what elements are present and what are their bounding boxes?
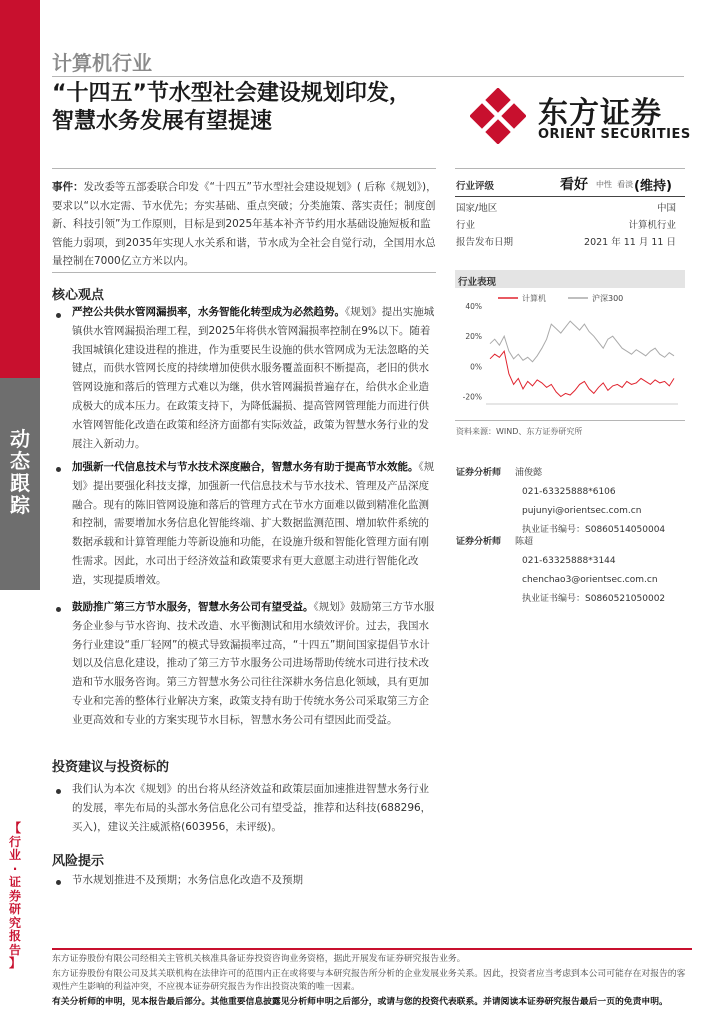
core-point-2-text: 《规划》提出要强化科技支撑，加强新一代信息技术与节水技术、管理及产品深度融合。现有的陈旧管网设施和落后的管理方式在节水方面难以做到精准化监测和控制，需要增加水务信息化智能终端、扩大数据监测范围、增加软件系统的数据承载和计算管理能力等新设施和功能，在设施升级和智能化管理方面有刚性需求。因此，水司出于经济效益和政策要求有更大意愿主动进行智能化改造，实现提质增效。 bbox=[72, 461, 435, 586]
country-label: 国家/地区 bbox=[456, 203, 498, 214]
rating-note: (维持) bbox=[634, 179, 672, 194]
core-point-3-text: 《规划》鼓励第三方节水服务企业参与节水咨询、技术改造、水平衡测试和用水绩效评价。过去，我国水务行业建设“重厂轻网”的模式导致漏损率过高，“十四五”期间国家提倡节水计划以及信息化建设，推动了第三方节水服务公司进场帮助传统水司进行技术改造和节水服务咨询。第三方智慧水务公司往往深耕水务信息化领域，具有更加专业和完善的整体行业解决方案，政策支持有助于传统水务公司采取第三方企业更高效和专业的方案实现节水目标，智慧水务公司有望因此而受益。 bbox=[72, 601, 435, 726]
sidebar-red-bar bbox=[0, 0, 40, 378]
core-heading: 核心观点 bbox=[52, 288, 105, 303]
bullet-icon bbox=[56, 607, 61, 612]
header-divider bbox=[52, 76, 684, 77]
analyst-2-phone: 021-63325888*3144 bbox=[522, 556, 616, 566]
analyst-2-email: chenchao3@orientsec.com.cn bbox=[522, 575, 658, 585]
y-tick-label: -20% bbox=[462, 392, 482, 402]
bullet-icon bbox=[56, 313, 61, 318]
analyst-1-role: 证券分析师 bbox=[456, 468, 502, 478]
sidebar-report-label: 【 行 业 · 证 券 研 究 报 告 】 bbox=[8, 821, 21, 970]
rating-top-divider bbox=[455, 168, 685, 169]
title-line-1: “十四五”节水型社会建设规划印发， bbox=[52, 81, 411, 106]
event-section bbox=[52, 178, 440, 271]
analyst-block-1 bbox=[456, 464, 681, 540]
rating-value: 看好 bbox=[560, 177, 588, 193]
series-line-0 bbox=[490, 351, 674, 396]
risk-heading: 风险提示 bbox=[52, 854, 105, 869]
country-value: 中国 bbox=[656, 203, 676, 214]
perf-heading: 行业表现 bbox=[458, 277, 497, 288]
core-point-2-bold: 加强新一代信息技术与节水技术深度融合，智慧水务有助于提高节水效能。 bbox=[72, 461, 419, 473]
core-point-3-bold: 鼓励推广第三方节水服务，智慧水务公司有望受益。 bbox=[72, 601, 314, 613]
industry-label: 行业 bbox=[456, 220, 476, 231]
title-line-2: 智慧水务发展有望提速 bbox=[52, 109, 273, 134]
risk-text: 节水规划推进不及预期；水务信息化改造不及预期 bbox=[72, 874, 303, 886]
investment-text: 我们认为本次《规划》的出台将从经济效益和政策层面加速推进智慧水务行业的发展，率先布局的头部水务信息化公司有望受益，推荐和达科技(688296，买入)，建议关注威派格(603956，未评级)。 bbox=[72, 783, 432, 833]
footer-divider bbox=[52, 948, 692, 950]
chart-bottom-divider bbox=[455, 420, 685, 421]
series-line-1 bbox=[490, 321, 674, 362]
sidebar-vertical-label: 动 态 跟 踪 bbox=[10, 427, 30, 517]
rating-label: 行业评级 bbox=[456, 181, 495, 192]
event-bottom-divider bbox=[52, 272, 436, 273]
core-point-1 bbox=[72, 303, 438, 453]
analyst-1-email: pujunyi@orientsec.com.cn bbox=[522, 506, 642, 516]
analyst-2-cert: 执业证书编号：S0860521050002 bbox=[522, 594, 666, 604]
date-value: 2021 年 11 月 11 日 bbox=[584, 237, 676, 248]
industry-value: 计算机行业 bbox=[628, 220, 676, 231]
orient-logo-icon bbox=[470, 88, 526, 144]
event-label: 事件： bbox=[52, 181, 84, 193]
sidebar-gray-bar bbox=[0, 378, 40, 590]
bullet-icon bbox=[56, 880, 61, 885]
footer-line-3: 有关分析师的申明，见本报告最后部分。其他重要信息披露见分析师申明之后部分，或请与您的投资代表联系。并请阅读本证券研究报告最后一页的免责申明。 bbox=[52, 997, 668, 1007]
industry-heading: 计算机行业 bbox=[52, 51, 152, 75]
footer-line-1: 东方证券股份有限公司经相关主管机关核准具备证券投资咨询业务资格，据此开展发布证券研究报告业务。 bbox=[52, 954, 466, 964]
analyst-2-name: 陈超 bbox=[515, 537, 534, 547]
legend-label: 沪深300 bbox=[592, 294, 624, 303]
analyst-1-name: 浦俊懿 bbox=[515, 468, 543, 478]
logo-name-cn: 东方证券 bbox=[538, 96, 662, 131]
core-point-2 bbox=[72, 458, 438, 590]
date-label: 报告发布日期 bbox=[456, 237, 514, 248]
y-tick-label: 20% bbox=[465, 332, 482, 342]
rating-options: 中性 看淡 bbox=[596, 180, 634, 189]
analyst-2-role: 证券分析师 bbox=[456, 537, 502, 547]
y-tick-label: 40% bbox=[465, 302, 482, 311]
analyst-1-cert: 执业证书编号：S0860514050004 bbox=[522, 525, 666, 535]
legend-label: 计算机 bbox=[522, 294, 546, 303]
analyst-1-phone: 021-63325888*6106 bbox=[522, 487, 616, 497]
investment-heading: 投资建议与投资标的 bbox=[52, 760, 170, 775]
page-title bbox=[52, 80, 452, 136]
event-divider bbox=[52, 168, 436, 169]
core-point-1-bold: 严控公共供水管网漏损率，水务智能化转型成为必然趋势。 bbox=[72, 306, 345, 318]
core-point-1-text: 《规划》提出实施城镇供水管网漏损治理工程，到2025年将供水管网漏损率控制在9%以下。随着我国城镇化建设进程的推进，作为重要民生设施的供水管网成为无法忽略的关键点，而供水管网长度的持续增加使供水服务覆盖面积不断提高，老旧的供水管网设施和落后的管理方式难以为继，供水管网漏损普遍存在，给供水企业造成极大的成本压力。在政策支持下，为降低漏损、提高管网管理能力而进行供水管网智能化改造在政策和经济方面都有实际效益，政策为智慧水务行业的发展注入新动力。 bbox=[72, 306, 435, 450]
y-tick-label: 0% bbox=[470, 362, 482, 372]
event-text: 发改委等五部委联合印发《“十四五”节水型社会建设规划》( 后称《规划》)，要求以“以水定需、节水优先；夯实基础、重点突破；分类施策、落实责任；制度创新、科技引领”为工作原则，目标是到2025年基本补齐节约用水基础设施短板和监管能力弱项，到2035年实现人水关系和谐，节水成为全社会自觉行动，全国用水总量控制在7000亿立方米以内。 bbox=[52, 181, 437, 267]
bullet-icon bbox=[56, 789, 61, 794]
rating-divider bbox=[455, 196, 685, 197]
footer-line-2: 东方证券股份有限公司及其关联机构在法律许可的范围内正在或将要与本研究报告所分析的企业发展业务关系。因此，投资者应当考虑到本公司可能存在对报告的客观性产生影响的利益冲突，不应视本证券研究报告为作出投资决策的唯一因素。 bbox=[52, 969, 686, 993]
industry-performance-chart bbox=[458, 292, 684, 412]
core-point-3 bbox=[72, 598, 438, 730]
bullet-icon bbox=[56, 467, 61, 472]
chart-source: 资料来源：WIND、东方证券研究所 bbox=[456, 427, 583, 436]
analyst-block-2 bbox=[456, 533, 681, 609]
logo-name-en: ORIENT SECURITIES bbox=[538, 127, 691, 142]
